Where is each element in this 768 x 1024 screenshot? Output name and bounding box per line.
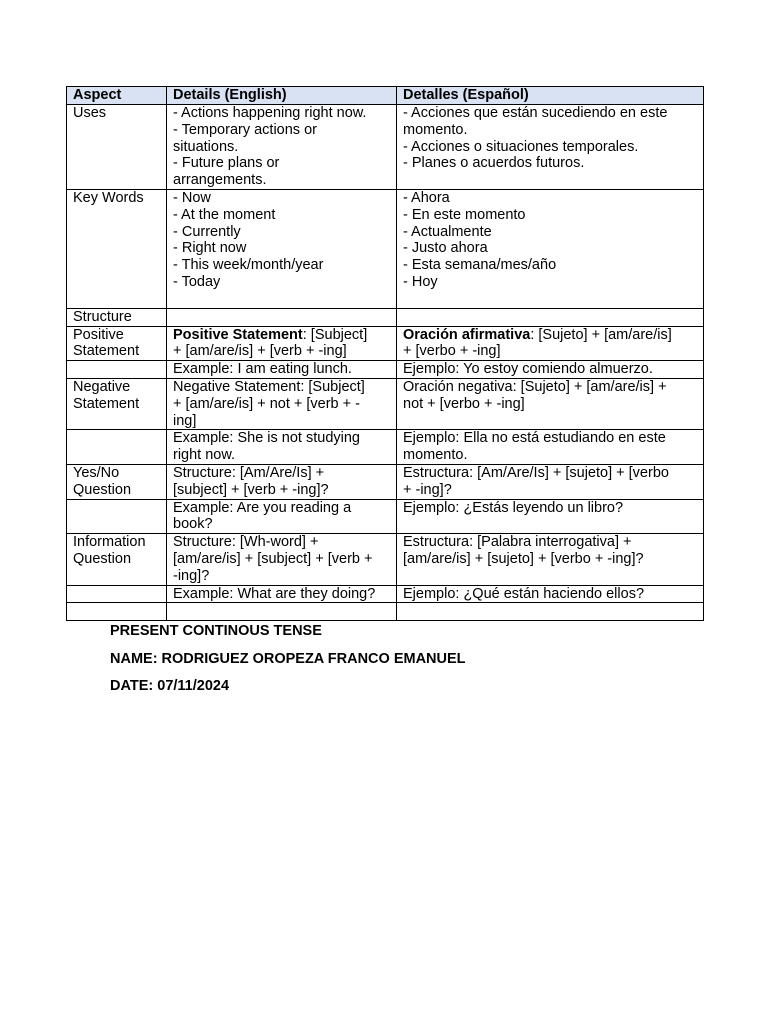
aspect-cell	[67, 430, 167, 465]
english-line: Negative Statement: [Subject]	[173, 378, 365, 395]
header-detalles-espanol: Detalles (Español)	[397, 87, 704, 105]
aspect-cell	[67, 603, 167, 621]
aspect-text: Uses	[73, 105, 107, 121]
spanish-line: Ejemplo: ¿Qué están haciendo ellos?	[403, 585, 645, 602]
spanish-line: - Acciones que están sucediendo en este	[403, 105, 668, 121]
spanish-line: Estructura: [Am/Are/Is] + [sujeto] + [verbo	[403, 464, 669, 481]
spanish-cell	[397, 105, 704, 190]
spanish-line: Estructura: [Palabra interrogativa] +	[403, 534, 632, 551]
english-line: - Currently	[173, 223, 241, 240]
english-cell	[167, 585, 397, 603]
english-line: + [am/are/is] + not + [verb + -	[173, 395, 360, 412]
aspect-text: Question	[73, 481, 132, 498]
spanish-line: - Ahora	[403, 189, 450, 206]
english-line: Example: Are you reading a	[173, 499, 352, 516]
english-cell	[167, 499, 397, 534]
spanish-line: momento.	[403, 121, 468, 138]
spanish-line: - Hoy	[403, 273, 438, 290]
spanish-bold-term: Oración afirmativa	[403, 326, 531, 343]
table-row	[67, 499, 704, 534]
english-cell	[167, 603, 397, 621]
spanish-cell	[397, 499, 704, 534]
table-row	[67, 308, 704, 326]
spanish-cell	[397, 603, 704, 621]
english-line: - Today	[173, 273, 221, 290]
spanish-line: Ejemplo: ¿Estás leyendo un libro?	[403, 499, 624, 516]
english-line: - At the moment	[173, 206, 276, 223]
english-line: Structure: [Am/Are/Is] +	[173, 464, 325, 481]
english-line	[173, 327, 390, 344]
spanish-line: - Actualmente	[403, 223, 492, 240]
english-cell	[167, 361, 397, 379]
english-cell	[167, 464, 397, 499]
spanish-line: - Planes o acuerdos futuros.	[403, 155, 585, 172]
english-line: - Right now	[173, 240, 247, 257]
spanish-line: Ejemplo: Ella no está estudiando en este	[403, 430, 666, 447]
aspect-text: Statement	[73, 343, 140, 360]
english-bold-term: Positive Statement	[173, 326, 303, 343]
document-date: DATE: 07/11/2024	[110, 678, 230, 694]
spanish-cell	[397, 361, 704, 379]
spanish-line: momento.	[403, 447, 468, 464]
aspect-text: Information	[73, 534, 146, 551]
english-cell	[167, 308, 397, 326]
student-name: NAME: RODRIGUEZ OROPEZA FRANCO EMANUEL	[110, 650, 466, 667]
english-cell	[167, 430, 397, 465]
aspect-text: Question	[73, 550, 132, 567]
aspect-text: Positive	[73, 326, 124, 343]
document-footer	[110, 622, 466, 705]
spanish-line: - En este momento	[403, 206, 526, 223]
table-row	[67, 464, 704, 499]
document-title: PRESENT CONTINOUS TENSE	[110, 623, 322, 639]
aspect-cell	[67, 378, 167, 429]
aspect-cell	[67, 105, 167, 190]
spanish-line: + [verbo + -ing]	[403, 343, 501, 360]
english-line: [subject] + [verb + -ing]?	[173, 481, 329, 498]
aspect-cell	[67, 464, 167, 499]
english-line: - Now	[173, 189, 211, 206]
english-line: book?	[173, 516, 213, 533]
table-header-row	[67, 87, 704, 105]
english-cell	[167, 378, 397, 429]
english-blank-line	[173, 291, 390, 308]
english-line: -ing]?	[173, 567, 210, 584]
english-line: - Future plans or	[173, 155, 280, 172]
table-row	[67, 189, 704, 308]
spanish-cell	[397, 585, 704, 603]
english-line: + [am/are/is] + [verb + -ing]	[173, 343, 347, 360]
aspect-text: Key Words	[73, 189, 144, 206]
aspect-cell	[67, 308, 167, 326]
english-line: arrangements.	[173, 172, 267, 189]
spanish-cell	[397, 430, 704, 465]
spanish-cell	[397, 189, 704, 308]
spanish-line: Oración negativa: [Sujeto] + [am/are/is] +	[403, 378, 667, 395]
aspect-cell	[67, 189, 167, 308]
english-cell	[167, 534, 397, 585]
english-line: [am/are/is] + [subject] + [verb +	[173, 550, 373, 567]
aspect-text: Statement	[73, 395, 140, 412]
spanish-cell	[397, 378, 704, 429]
spanish-rest: : [Sujeto] + [am/are/is]	[530, 326, 672, 343]
aspect-text: Negative	[73, 378, 131, 395]
aspect-text: Structure	[73, 308, 132, 325]
aspect-cell	[67, 499, 167, 534]
aspect-cell	[67, 534, 167, 585]
spanish-cell	[397, 326, 704, 361]
aspect-text: Yes/No	[73, 464, 120, 481]
spanish-line: + -ing]?	[403, 481, 452, 498]
aspect-cell	[67, 361, 167, 379]
spanish-line: [am/are/is] + [sujeto] + [verbo + -ing]?	[403, 550, 644, 567]
english-rest: : [Subject]	[302, 326, 368, 343]
english-line: Example: She is not studying	[173, 430, 360, 447]
english-cell	[167, 326, 397, 361]
english-line: - This week/month/year	[173, 257, 324, 274]
spanish-line: Ejemplo: Yo estoy comiendo almuerzo.	[403, 361, 653, 378]
english-line: Example: I am eating lunch.	[173, 361, 352, 378]
spanish-cell	[397, 534, 704, 585]
table-row	[67, 378, 704, 429]
english-line: Example: What are they doing?	[173, 585, 376, 602]
table-row-empty	[67, 603, 704, 621]
spanish-cell	[397, 464, 704, 499]
table-row	[67, 534, 704, 585]
table-row	[67, 326, 704, 361]
spanish-line: - Esta semana/mes/año	[403, 257, 557, 274]
spanish-line: - Justo ahora	[403, 240, 488, 257]
spanish-cell	[397, 308, 704, 326]
english-line: situations.	[173, 138, 239, 155]
header-details-english: Details (English)	[167, 87, 397, 105]
english-line: - Temporary actions or	[173, 121, 317, 138]
table-row	[67, 585, 704, 603]
grammar-table	[66, 86, 704, 621]
english-cell	[167, 105, 397, 190]
spanish-line: not + [verbo + -ing]	[403, 395, 525, 412]
table-row	[67, 105, 704, 190]
english-line: right now.	[173, 447, 236, 464]
table-row	[67, 430, 704, 465]
english-line: - Actions happening right now.	[173, 105, 367, 121]
english-line: ing]	[173, 412, 197, 429]
spanish-line: - Acciones o situaciones temporales.	[403, 138, 639, 155]
aspect-cell	[67, 585, 167, 603]
aspect-cell	[67, 326, 167, 361]
header-aspect: Aspect	[67, 87, 167, 105]
english-cell	[167, 189, 397, 308]
table-row	[67, 361, 704, 379]
english-line: Structure: [Wh-word] +	[173, 534, 319, 551]
spanish-line	[403, 327, 697, 344]
